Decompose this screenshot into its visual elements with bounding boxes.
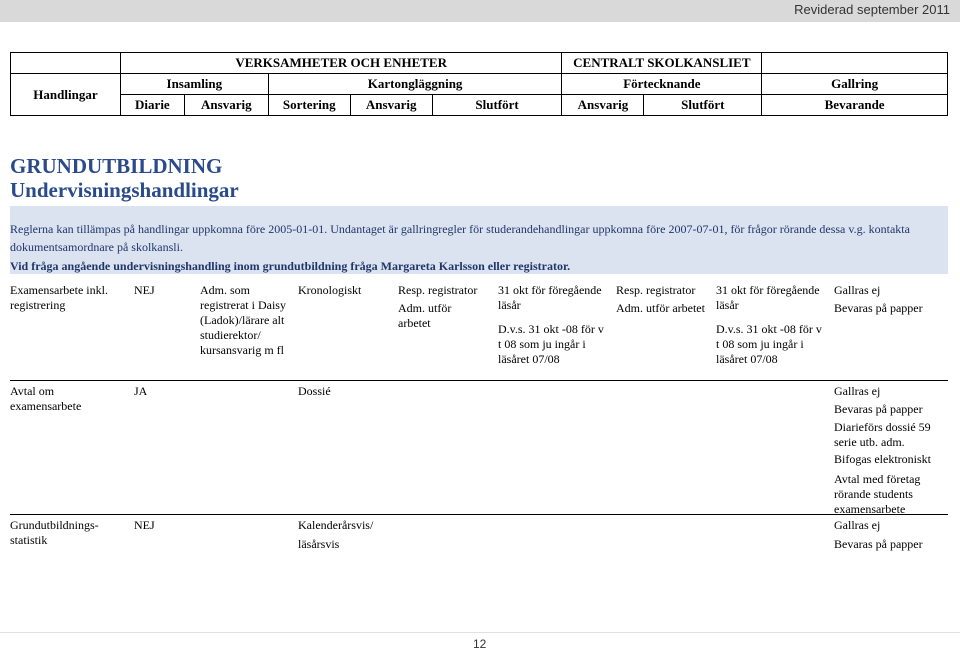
row-divider (10, 380, 948, 381)
header-insamling: Insamling (120, 74, 268, 95)
header-diarie: Diarie (120, 95, 184, 116)
page-number: 12 (473, 637, 487, 651)
row1-slutfort2-b: D.v.s. 31 okt -08 för v t 08 som ju ingår i läsåret 07/08 (716, 322, 822, 366)
header-ansvarig-1: Ansvarig (184, 95, 268, 116)
row2-gallring-a: Gallras ej (834, 384, 881, 398)
row3-handling: Grundutbildnings-statistik (10, 518, 99, 547)
row1-ansvarig3-b: Adm. utför arbetet (616, 301, 705, 315)
row2-gallring-b: Bevaras på papper (834, 402, 923, 416)
row-divider (10, 514, 948, 515)
row1-ansvarig3: Resp. registrator (616, 283, 696, 297)
header-slutfort-2: Slutfört (644, 95, 762, 116)
revision-note: Reviderad september 2011 (794, 2, 950, 17)
row1-ansvarig: Adm. som registrerat i Daisy (Ladok)/lärare alt studierektor/ kursansvarig m fl (200, 283, 286, 357)
header-blank-left (11, 53, 121, 74)
row3-sortering-b: läsårsvis (298, 537, 340, 551)
header-sortering: Sortering (268, 95, 350, 116)
page-subtitle: Undervisningshandlingar (10, 178, 239, 202)
row3-sortering-a: Kalenderårsvis/ (298, 518, 374, 532)
row3-diarie: NEJ (134, 518, 155, 532)
header-handlingar: Handlingar (11, 74, 121, 116)
row2-handling: Avtal om examensarbete (10, 384, 82, 413)
row1-handling: Examensarbete inkl. registrering (10, 283, 108, 312)
header-bevarande: Bevarande (762, 95, 948, 116)
header-kartonglaggning: Kartongläggning (268, 74, 562, 95)
header-ansvarig-2: Ansvarig (350, 95, 432, 116)
header-gallring: Gallring (762, 74, 948, 95)
intro-box (10, 206, 948, 274)
header-group-left: VERKSAMHETER OCH ENHETER (120, 53, 562, 74)
intro-contact: Vid fråga angående undervisningshandling inom grundutbildning fråga Margareta Karlsson eller registrator. (10, 259, 571, 273)
row1-slutfort-b: D.v.s. 31 okt -08 för v t 08 som ju ingår i läsåret 07/08 (498, 322, 604, 366)
page-title: GRUNDUTBILDNING (10, 154, 223, 178)
row2-diarie: JA (134, 384, 148, 398)
footer-divider (0, 632, 960, 633)
row2-gallring-d: Bifogas elektroniskt (834, 452, 931, 466)
row3-gallring-b: Bevaras på papper (834, 537, 923, 551)
row1-ansvarig2-a: Resp. registrator (398, 283, 478, 297)
header-table (10, 52, 948, 116)
row1-slutfort2-a: 31 okt för föregående läsår (716, 283, 820, 312)
row2-gallring-e: Avtal med företag rörande students examensarbete (834, 472, 921, 516)
row1-slutfort-a: 31 okt för föregående läsår (498, 283, 602, 312)
row2-sortering: Dossié (298, 384, 331, 398)
row3-gallring-a: Gallras ej (834, 518, 881, 532)
header-blank-right (762, 53, 948, 74)
header-forteckande: Förtecknande (562, 74, 762, 95)
row1-gallring-a: Gallras ej (834, 283, 881, 297)
row1-sortering: Kronologiskt (298, 283, 362, 297)
header-slutfort-1: Slutfört (432, 95, 562, 116)
header-ansvarig-3: Ansvarig (562, 95, 644, 116)
row1-gallring-b: Bevaras på papper (834, 301, 923, 315)
header-group-right: CENTRALT SKOLKANSLIET (562, 53, 762, 74)
row2-gallring-c: Diarieförs dossié 59 serie utb. adm. (834, 420, 931, 449)
intro-text: Reglerna kan tillämpas på handlingar uppkomna före 2005-01-01. Undantaget är gallringregler för studerandehandlingar uppkomna före 2007-07-01, för frågor rörande dessa v.g. kontakta dokumentsamordnare på skolkansli. (10, 222, 910, 254)
row1-diarie: NEJ (134, 283, 155, 297)
row1-ansvarig2-b: Adm. utför arbetet (398, 301, 452, 330)
